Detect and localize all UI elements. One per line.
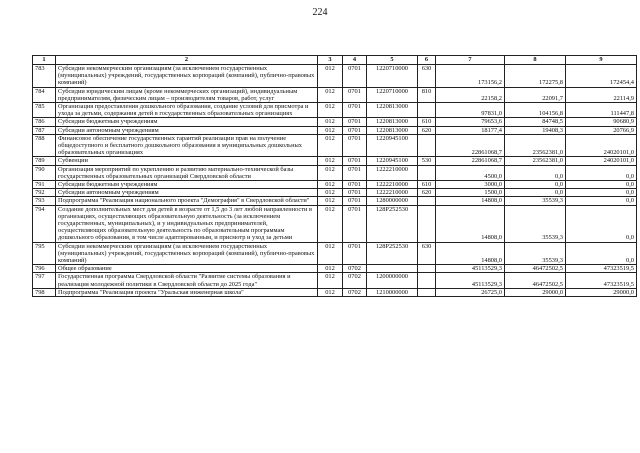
- code-expense-type: 620: [418, 126, 436, 134]
- code-ministry: 012: [318, 157, 343, 165]
- code-section: 0701: [343, 65, 367, 88]
- amount-year-2: 46472502,5: [505, 273, 566, 288]
- code-target: 1220813000: [367, 118, 418, 126]
- column-header: 2: [56, 56, 318, 65]
- code-section: 0701: [343, 242, 367, 265]
- code-ministry: 012: [318, 118, 343, 126]
- row-number: 788: [33, 134, 56, 157]
- row-number: 792: [33, 189, 56, 197]
- amount-year-2: 104156,8: [505, 103, 566, 118]
- row-number: 784: [33, 87, 56, 102]
- amount-year-2: 23562381,0: [505, 157, 566, 165]
- row-number: 785: [33, 103, 56, 118]
- amount-year-1: 26725,0: [436, 288, 505, 296]
- amount-year-2: 35539,3: [505, 205, 566, 242]
- code-expense-type: [418, 134, 436, 157]
- row-name: Общее образование: [56, 265, 318, 273]
- code-target: 1222210000: [367, 165, 418, 180]
- table-row: [33, 181, 637, 189]
- row-number: 797: [33, 273, 56, 288]
- row-name: Государственная программа Свердловской области "Развитие системы образования и реализация молодежной политики в Свердловской области до 2025 года": [56, 273, 318, 288]
- row-name: Организация мероприятий по укреплению и развитию материально-технической базы государственных образовательных организаций Свердловской области: [56, 165, 318, 180]
- amount-year-2: 0,0: [505, 181, 566, 189]
- row-number: 786: [33, 118, 56, 126]
- code-target: 1220945100: [367, 134, 418, 157]
- table-row: [33, 189, 637, 197]
- row-number: 793: [33, 197, 56, 205]
- amount-year-3: 22114,9: [566, 87, 637, 102]
- code-target: 128P252530: [367, 205, 418, 242]
- code-section: 0701: [343, 134, 367, 157]
- amount-year-1: 173156,2: [436, 65, 505, 88]
- code-ministry: 012: [318, 134, 343, 157]
- code-target: 1280000000: [367, 197, 418, 205]
- row-number: 790: [33, 165, 56, 180]
- row-number: 791: [33, 181, 56, 189]
- amount-year-2: 22091,7: [505, 87, 566, 102]
- amount-year-1: 1500,0: [436, 189, 505, 197]
- code-ministry: 012: [318, 165, 343, 180]
- code-target: 1220945100: [367, 157, 418, 165]
- amount-year-3: 111447,8: [566, 103, 637, 118]
- table-row: [33, 242, 637, 265]
- code-section: 0702: [343, 273, 367, 288]
- amount-year-3: 0,0: [566, 189, 637, 197]
- row-number: 783: [33, 65, 56, 88]
- code-target: 1210000000: [367, 288, 418, 296]
- code-expense-type: [418, 288, 436, 296]
- column-header: 9: [566, 56, 637, 65]
- amount-year-1: 22861068,7: [436, 157, 505, 165]
- code-target: 128P252530: [367, 242, 418, 265]
- code-section: 0701: [343, 189, 367, 197]
- code-section: 0701: [343, 118, 367, 126]
- code-section: 0701: [343, 181, 367, 189]
- code-target: 1220710000: [367, 65, 418, 88]
- code-section: 0701: [343, 126, 367, 134]
- amount-year-2: 0,0: [505, 165, 566, 180]
- table-row: [33, 288, 637, 296]
- header-row: [33, 56, 637, 65]
- row-name: Субсидии бюджетным учреждениям: [56, 181, 318, 189]
- row-number: 795: [33, 242, 56, 265]
- amount-year-3: 0,0: [566, 205, 637, 242]
- amount-year-3: 47323519,5: [566, 265, 637, 273]
- code-expense-type: [418, 273, 436, 288]
- table-row: [33, 165, 637, 180]
- amount-year-2: 46472502,5: [505, 265, 566, 273]
- amount-year-1: 14808,0: [436, 205, 505, 242]
- code-ministry: 012: [318, 288, 343, 296]
- column-header: 3: [318, 56, 343, 65]
- amount-year-3: 20766,9: [566, 126, 637, 134]
- code-section: 0701: [343, 103, 367, 118]
- code-expense-type: 630: [418, 65, 436, 88]
- code-ministry: 012: [318, 181, 343, 189]
- row-name: Подпрограмма "Реализация проекта "Уральская инженерная школа": [56, 288, 318, 296]
- code-target: 1200000000: [367, 273, 418, 288]
- code-expense-type: [418, 265, 436, 273]
- row-name: Субсидии некоммерческим организациям (за исключением государственных (муниципальных) учреждений, государственных корпораций (компаний), публично-правовых компаний): [56, 65, 318, 88]
- amount-year-3: 24020101,0: [566, 157, 637, 165]
- table-row: [33, 103, 637, 118]
- amount-year-2: 23562381,0: [505, 134, 566, 157]
- row-name: Субсидии автономным учреждениям: [56, 126, 318, 134]
- row-name: Субвенции: [56, 157, 318, 165]
- code-target: 1222210000: [367, 189, 418, 197]
- amount-year-3: 0,0: [566, 242, 637, 265]
- code-section: 0702: [343, 288, 367, 296]
- code-ministry: 012: [318, 273, 343, 288]
- code-target: [367, 265, 418, 273]
- row-number: 789: [33, 157, 56, 165]
- code-ministry: 012: [318, 103, 343, 118]
- amount-year-3: 24020101,0: [566, 134, 637, 157]
- amount-year-1: 22158,2: [436, 87, 505, 102]
- code-expense-type: 530: [418, 157, 436, 165]
- row-number: 796: [33, 265, 56, 273]
- column-header: 5: [367, 56, 418, 65]
- row-number: 794: [33, 205, 56, 242]
- table-row: [33, 205, 637, 242]
- amount-year-1: 14808,0: [436, 197, 505, 205]
- code-expense-type: [418, 205, 436, 242]
- amount-year-2: 35539,3: [505, 242, 566, 265]
- amount-year-1: 3000,0: [436, 181, 505, 189]
- amount-year-1: 22861068,7: [436, 134, 505, 157]
- table-row: [33, 157, 637, 165]
- amount-year-1: 45113529,3: [436, 265, 505, 273]
- amount-year-3: 172454,4: [566, 65, 637, 88]
- code-ministry: 012: [318, 65, 343, 88]
- column-header: 7: [436, 56, 505, 65]
- amount-year-2: 0,0: [505, 189, 566, 197]
- code-ministry: 012: [318, 126, 343, 134]
- code-expense-type: 610: [418, 118, 436, 126]
- row-number: 787: [33, 126, 56, 134]
- amount-year-3: 47323519,5: [566, 273, 637, 288]
- amount-year-1: 45113529,3: [436, 273, 505, 288]
- amount-year-3: 0,0: [566, 197, 637, 205]
- amount-year-3: 0,0: [566, 165, 637, 180]
- code-section: 0701: [343, 165, 367, 180]
- code-section: 0702: [343, 265, 367, 273]
- code-expense-type: [418, 165, 436, 180]
- table-row: [33, 134, 637, 157]
- code-section: 0701: [343, 87, 367, 102]
- row-name: Финансовое обеспечение государственных гарантий реализации прав на получение общедоступного и бесплатного дошкольного образования в муниципальных дошкольных образовательных организациях: [56, 134, 318, 157]
- row-name: Организация предоставления дошкольного образования, создание условий для присмотра и ухода за детьми, содержания детей в государственных образовательных организациях: [56, 103, 318, 118]
- amount-year-2: 19408,3: [505, 126, 566, 134]
- row-name: Субсидии юридическим лицам (кроме некоммерческих организаций), индивидуальным предпринимателям, физическим лицам – производителям товаров, работ, услуг: [56, 87, 318, 102]
- budget-table: [32, 55, 637, 297]
- code-ministry: 012: [318, 242, 343, 265]
- code-ministry: 012: [318, 197, 343, 205]
- code-expense-type: [418, 103, 436, 118]
- code-target: 1222210000: [367, 181, 418, 189]
- amount-year-2: 172275,8: [505, 65, 566, 88]
- amount-year-1: 18177,4: [436, 126, 505, 134]
- amount-year-3: 0,0: [566, 181, 637, 189]
- column-header: 4: [343, 56, 367, 65]
- code-expense-type: [418, 197, 436, 205]
- page-number: 224: [312, 7, 328, 18]
- amount-year-1: 14808,0: [436, 242, 505, 265]
- code-ministry: 012: [318, 189, 343, 197]
- table-row: [33, 265, 637, 273]
- code-target: 1220813000: [367, 126, 418, 134]
- code-expense-type: 810: [418, 87, 436, 102]
- table-row: [33, 126, 637, 134]
- amount-year-2: 84748,5: [505, 118, 566, 126]
- code-expense-type: 610: [418, 181, 436, 189]
- row-name: Создание дополнительных мест для детей в возрасте от 1,5 до 3 лет любой направленности в организациях, осуществляющих образовательную деятельность (за исключением государственных, муниципальных), и у индивидуальных предпринимателей, осуществляющих образовательную деятельность по образовательным программам дошкольного образования, в том числе адаптированным, и присмотр и уход за детьми: [56, 205, 318, 242]
- table-row: [33, 197, 637, 205]
- column-header: 6: [418, 56, 436, 65]
- table-row: [33, 65, 637, 88]
- column-header: 1: [33, 56, 56, 65]
- row-name: Субсидии бюджетным учреждениям: [56, 118, 318, 126]
- code-section: 0701: [343, 197, 367, 205]
- row-name: Субсидии некоммерческим организациям (за исключением государственных (муниципальных) учреждений, государственных корпораций (компаний), публично-правовых компаний): [56, 242, 318, 265]
- code-ministry: 012: [318, 87, 343, 102]
- row-name: Подпрограмма "Реализация национального проекта "Демография" в Свердловской области": [56, 197, 318, 205]
- code-expense-type: 620: [418, 189, 436, 197]
- amount-year-1: 79653,6: [436, 118, 505, 126]
- code-expense-type: 630: [418, 242, 436, 265]
- code-target: 1220813000: [367, 103, 418, 118]
- amount-year-2: 35539,3: [505, 197, 566, 205]
- code-ministry: 012: [318, 265, 343, 273]
- amount-year-1: 97831,0: [436, 103, 505, 118]
- amount-year-1: 4500,0: [436, 165, 505, 180]
- code-target: 1220710000: [367, 87, 418, 102]
- row-number: 798: [33, 288, 56, 296]
- amount-year-2: 29000,0: [505, 288, 566, 296]
- row-name: Субсидии автономным учреждениям: [56, 189, 318, 197]
- column-header: 8: [505, 56, 566, 65]
- amount-year-3: 29000,0: [566, 288, 637, 296]
- table-row: [33, 118, 637, 126]
- amount-year-3: 90680,9: [566, 118, 637, 126]
- code-ministry: 012: [318, 205, 343, 242]
- code-section: 0701: [343, 157, 367, 165]
- code-section: 0701: [343, 205, 367, 242]
- table-row: [33, 87, 637, 102]
- table-row: [33, 273, 637, 288]
